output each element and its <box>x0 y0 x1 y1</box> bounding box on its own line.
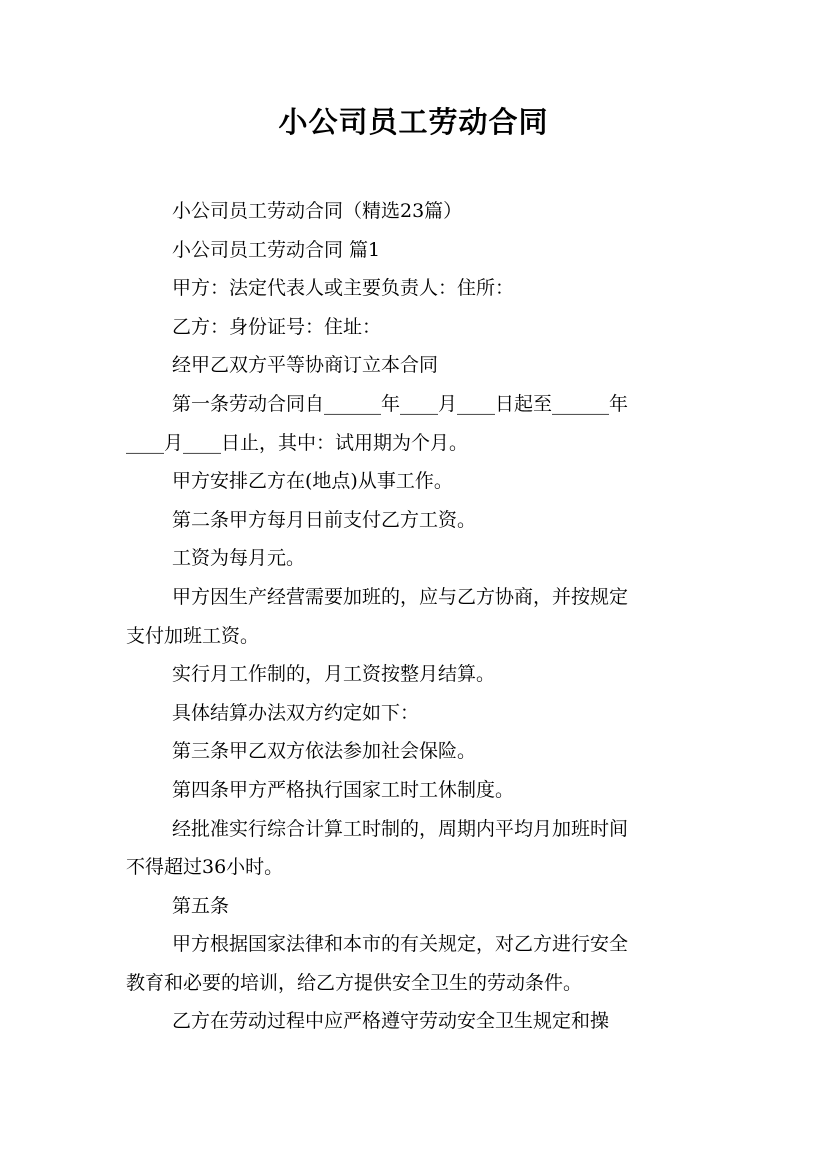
paragraph <box>126 578 706 655</box>
document-title: 小公司员工劳动合同 <box>278 105 549 139</box>
paragraph-line: 甲方因生产经营需要加班的，应与乙方协商，并按规定 <box>172 585 629 608</box>
paragraph-line: 甲方：法定代表人或主要负责人：住所： <box>172 277 515 300</box>
paragraph-line: 小公司员工劳动合同（精选23篇） <box>172 200 463 222</box>
paragraph-line: 甲方根据国家法律和本市的有关规定，对乙方进行安全 <box>172 933 629 956</box>
paragraph-line: 乙方：身份证号：住址： <box>172 315 382 338</box>
paragraph <box>126 771 706 810</box>
paragraph-line: 第五条 <box>172 894 230 917</box>
paragraph-line: ____月____日止，其中：试用期为个月。 <box>126 431 469 454</box>
paragraph-line: 第一条劳动合同自______年____月____日起至______年 <box>172 392 629 415</box>
paragraph-line: 第二条甲方每月日前支付乙方工资。 <box>172 508 477 531</box>
paragraph <box>126 925 706 1002</box>
paragraph-line: 乙方在劳动过程中应严格遵守劳动安全卫生规定和操 <box>172 1010 610 1033</box>
paragraph-line: 经甲乙双方平等协商订立本合同 <box>172 354 439 377</box>
paragraph-line: 甲方安排乙方在(地点)从事工作。 <box>172 470 453 493</box>
paragraph <box>126 732 706 771</box>
document-body <box>126 192 706 1041</box>
paragraph-line: 不得超过36小时。 <box>126 856 284 879</box>
paragraph <box>126 1002 706 1041</box>
paragraph-line: 支付加班工资。 <box>126 624 260 647</box>
paragraph <box>126 231 706 270</box>
paragraph <box>126 539 706 578</box>
paragraph-line: 工资为每月元。 <box>172 547 306 570</box>
paragraph-line: 第三条甲乙双方依法参加社会保险。 <box>172 740 477 763</box>
paragraph <box>126 501 706 540</box>
paragraph <box>126 655 706 694</box>
paragraph <box>126 887 706 926</box>
paragraph-line: 教育和必要的培训，给乙方提供安全卫生的劳动条件。 <box>126 971 583 994</box>
paragraph-line: 小公司员工劳动合同 篇1 <box>172 238 381 261</box>
paragraph <box>126 192 706 231</box>
paragraph <box>126 346 706 385</box>
paragraph-line: 具体结算办法双方约定如下： <box>172 701 420 724</box>
paragraph <box>126 462 706 501</box>
paragraph <box>126 385 706 462</box>
paragraph-line: 第四条甲方严格执行国家工时工休制度。 <box>172 778 515 801</box>
paragraph <box>126 269 706 308</box>
paragraph <box>126 694 706 733</box>
paragraph-line: 实行月工作制的，月工资按整月结算。 <box>172 663 496 686</box>
paragraph <box>126 810 706 887</box>
paragraph <box>126 308 706 347</box>
paragraph-line: 经批准实行综合计算工时制的，周期内平均月加班时间 <box>172 817 629 840</box>
